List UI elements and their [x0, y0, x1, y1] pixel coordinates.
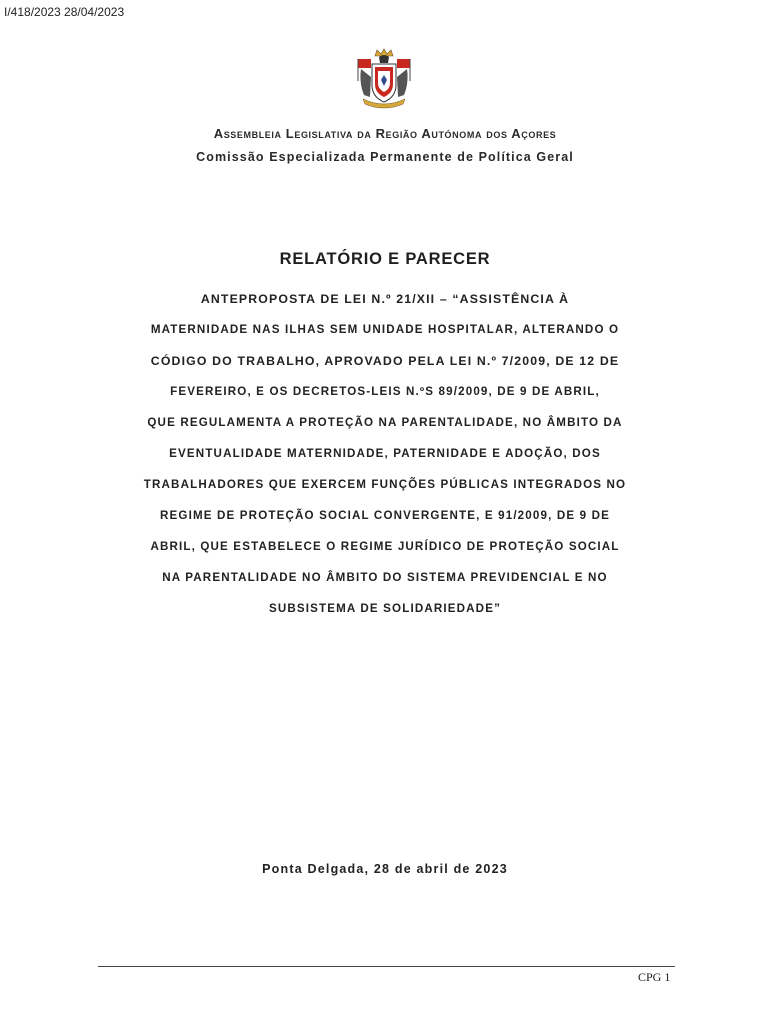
footer-divider — [98, 966, 675, 967]
subject-line: CÓDIGO DO TRABALHO, APROVADO PELA LEI N.º 7/2009, DE 12 DE — [150, 354, 620, 368]
subject-line: TRABALHADORES QUE EXERCEM FUNÇÕES PÚBLICAS INTEGRADOS NO — [143, 478, 627, 491]
subject-line: SUBSISTEMA DE SOLIDARIEDADE” — [268, 602, 502, 615]
institution-name: Assembleia Legislativa da Região Autónoma dos Açores — [213, 126, 557, 141]
coat-of-arms-icon — [355, 47, 413, 113]
page-number: CPG 1 — [638, 970, 671, 984]
subject-line: ABRIL, QUE ESTABELECE O REGIME JURÍDICO DE PROTEÇÃO SOCIAL — [150, 540, 620, 553]
subject-line: NA PARENTALIDADE NO ÂMBITO DO SISTEMA PREVIDENCIAL E NO — [162, 571, 608, 584]
subject-line: REGIME DE PROTEÇÃO SOCIAL CONVERGENTE, E 91/2009, DE 9 DE — [160, 509, 610, 522]
registry-stamp: I/418/2023 28/04/2023 — [4, 5, 125, 19]
place-and-date: Ponta Delgada, 28 de abril de 2023 — [262, 862, 508, 876]
document-title: RELATÓRIO E PARECER — [279, 250, 491, 268]
subject-line: FEVEREIRO, E OS DECRETOS-LEIS N.ºS 89/2009, DE 9 DE ABRIL, — [170, 385, 600, 398]
document-subject — [95, 287, 675, 628]
subject-line: ANTEPROPOSTA DE LEI N.º 21/XII – “ASSISTÊNCIA À — [200, 292, 570, 306]
subject-line: EVENTUALIDADE MATERNIDADE, PATERNIDADE E ADOÇÃO, DOS — [169, 447, 601, 460]
subject-line: MATERNIDADE NAS ILHAS SEM UNIDADE HOSPITALAR, ALTERANDO O — [150, 323, 620, 336]
subject-line: QUE REGULAMENTA A PROTEÇÃO NA PARENTALIDADE, NO ÂMBITO DA — [147, 416, 623, 429]
commission-name: Comissão Especializada Permanente de Política Geral — [196, 150, 574, 164]
